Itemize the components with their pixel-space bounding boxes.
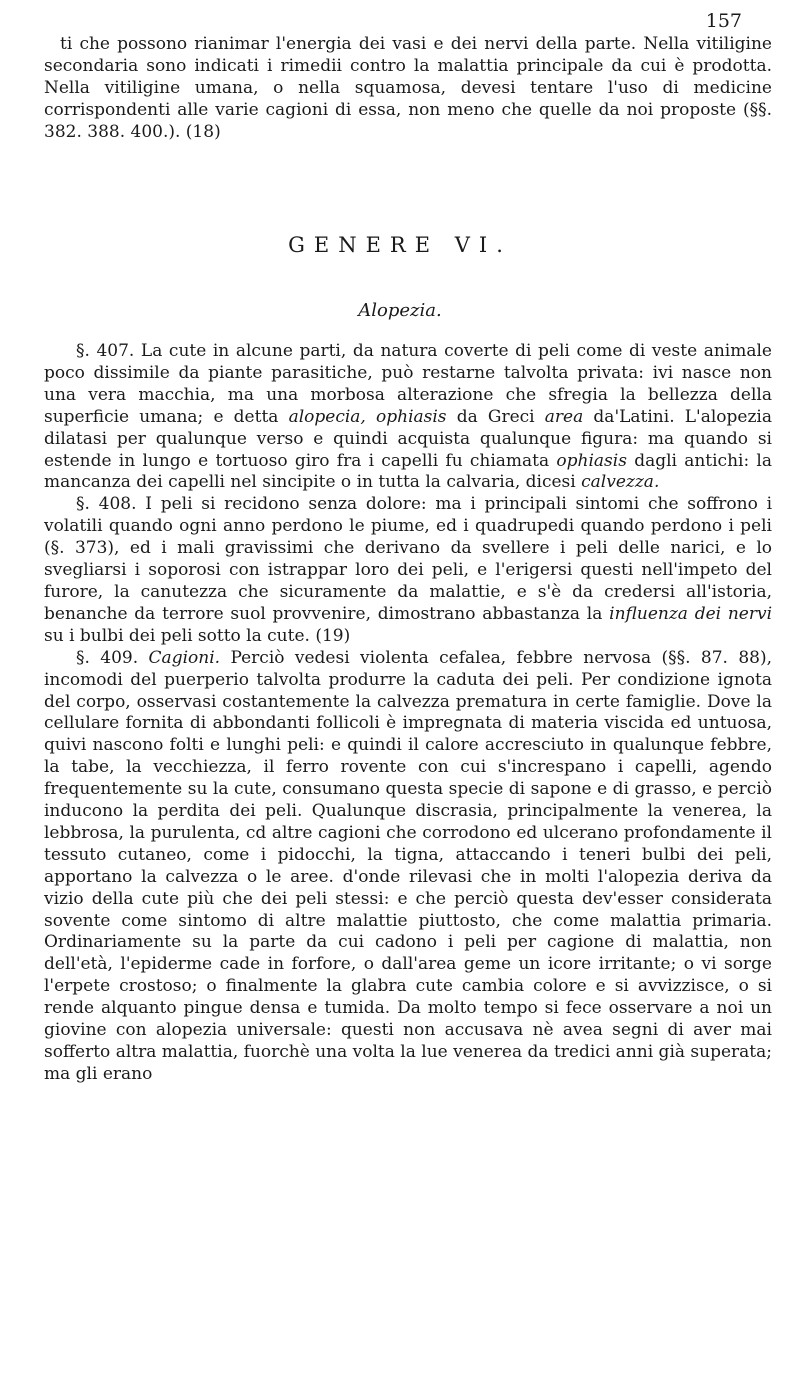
section-409-label: Cagioni.	[148, 647, 221, 668]
section-407	[44, 341, 772, 494]
section-408-text-1: I peli si recidono senza dolore: ma i principali sintomi che soffrono i volatili quando ogni anno perdono le piume, ed i quadrupedi quando perdono i peli (§. 373), ed i mali gravissimi che derivano da svellere i peli delle narici, e lo svegliarsi i soporosi con istrappar loro dei peli, e l'erigersi questi nell'impeto del furore, la canutezza che sicuramente da malattie, e s'è da credersi all'istoria, benanche da terrore suol provvenire, dimostrano abbastanza la	[44, 494, 773, 624]
section-409	[44, 648, 772, 1086]
section-408	[44, 494, 772, 647]
section-407-term-4: calvezza.	[581, 472, 660, 493]
section-408-head: §. 408.	[76, 494, 137, 515]
section-407-text-4: dagli antichi: la mancanza dei capelli nel sincipite o in tutta la calvaria, dicesi	[44, 450, 773, 493]
section-408-term-1: influenza dei nervi	[609, 603, 773, 624]
intro-paragraph	[44, 34, 772, 144]
page-number: 157	[705, 10, 742, 32]
section-409-text-1: Perciò vedesi violenta cefalea, febbre nervosa (§§. 87. 88), incomodi del puerperio talvolta produrre la caduta dei peli. Per condizione ignota del corpo, osservasi costantemente la calvezza prematura in certe famiglie. Dove la cellulare fornita di abbondanti follicoli è impregnata di materia viscida ed untuosa, quivi nascono folti e lunghi peli: e quindi il calore accresciuto in qualunque febbre, la tabe, la vecchiezza, il ferro rovente con cui s'increspano i capelli, agendo frequentemente su la cute, consumano questa specie di sapone e di grasso, e perciò inducono la perdita dei peli. Qualunque discrasia, principalmente la venerea, la lebbrosa, la purulenta, cd altre cagioni che corrodono ed ulcerano profondamente il tessuto cutaneo, come i pidocchi, la tigna, attaccando i teneri bulbi dei peli, apportano la calvezza o le aree. d'onde rilevasi che in molti l'alopezia deriva da vizio della cute più che dei peli stessi: e che perciò questa dev'esser considerata sovente come sintomo di altre malattie piuttosto, che come malattia primaria. Ordinariamente su la parte da cui cadono i peli per cagione di malattia, non dell'età, l'epiderme cade in forfore, o dall'area geme un icore irritante; o vi sorge l'erpete crostoso; o finalmente la glabra cute cambia colore e si avvizzisce, o si rende alquanto pingue densa e tumida. Da molto tempo si fece osservare a noi un giovine con alopezia universale: questi non accusava nè avea segni di aver mai sofferto altra malattia, fuorchè una volta la lue venerea da tredici anni già superata; ma gli erano	[44, 647, 772, 1084]
section-409-head: §. 409.	[76, 647, 139, 668]
chapter-subtitle: Alopezia.	[358, 300, 442, 321]
section-407-head: §. 407.	[76, 341, 135, 361]
intro-paragraph-text: ti che possono rianimar l'energia dei vasi e dei nervi della parte. Nella vitiligine secondaria sono indicati i rimedii contro la malattia principale da cui è prodotta. Nella vitiligine umana, o nella squamosa, devesi tentare l'uso di medicine corrispondenti alle varie cagioni di essa, non meno che quelle da noi proposte (§§. 382. 388. 400.). (18)	[44, 34, 772, 142]
section-407-term-2: area	[544, 406, 584, 427]
section-407-text-1: La cute in alcune parti, da natura coverte di peli come di veste animale poco dissimile da piante parasitiche, può restarne talvolta privata: ivi nasce non una vera macchia, ma una morbosa alterazione che sfregia la bellezza della superficie umana; e detta	[44, 341, 772, 427]
section-407-text-2: da Greci	[456, 406, 535, 427]
body-text	[44, 341, 772, 1086]
section-407-term-3: ophiasis	[556, 450, 627, 471]
chapter-heading: GENERE VI.	[288, 233, 512, 257]
section-408-text-2: su i bulbi dei peli sotto la cute. (19)	[44, 625, 351, 646]
section-407-term-1: alopecia, ophiasis	[288, 406, 447, 427]
section-407-text-3: da'Latini. L'alopezia dilatasi per qualunque verso e quindi acquista qualunque figura: ma quando si estende in lungo e tortuoso giro fra i capelli fu chiamata	[44, 406, 772, 471]
